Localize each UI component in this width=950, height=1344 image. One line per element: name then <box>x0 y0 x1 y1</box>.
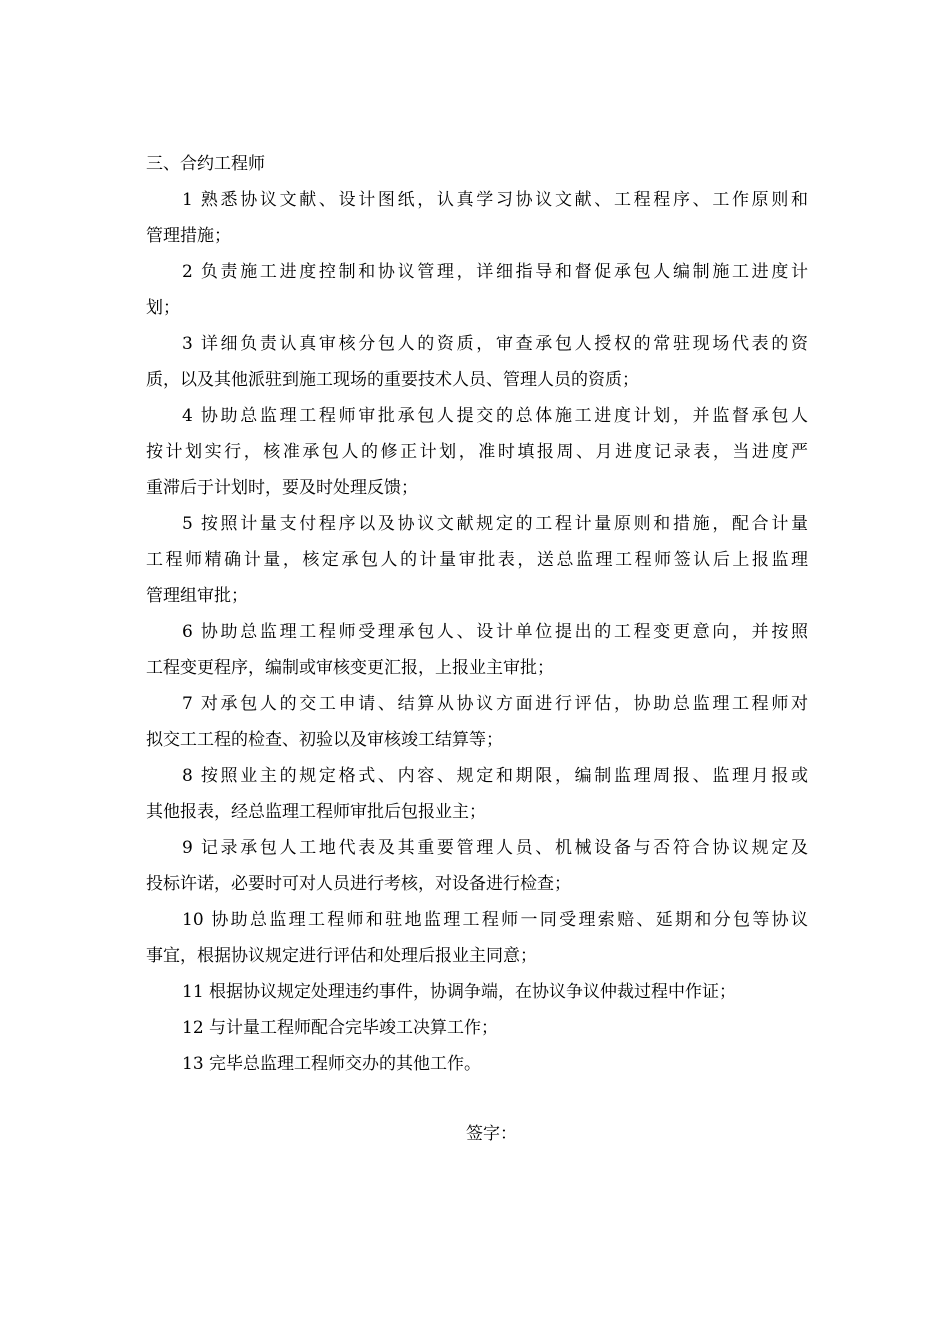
duty-item-line: 投标许诺，必要时可对人员进行考核，对设备进行检查； <box>146 874 571 894</box>
duty-item-line: 6 协助总监理工程师受理承包人、设计单位提出的工程变更意向，并按照 <box>182 622 808 642</box>
duty-item-line: 质，以及其他派驻到施工现场的重要技术人员、管理人员的资质； <box>146 370 639 390</box>
duty-item <box>146 1046 808 1082</box>
signature-label: 签字： <box>466 1124 517 1144</box>
duty-item <box>146 326 808 398</box>
duty-item-line: 划； <box>146 298 180 318</box>
duty-item-line: 事宜，根据协议规定进行评估和处理后报业主同意； <box>146 946 537 966</box>
duty-item-line: 11 根据协议规定处理违约事件，协调争端，在协议争议仲裁过程中作证； <box>182 982 737 1002</box>
duty-item-line: 7 对承包人的交工申请、结算从协议方面进行评估，协助总监理工程师对 <box>182 694 808 714</box>
duty-item-line: 8 按照业主的规定格式、内容、规定和期限，编制监理周报、监理月报或 <box>182 766 808 786</box>
duty-item <box>146 182 808 254</box>
duty-item-line: 2 负责施工进度控制和协议管理，详细指导和督促承包人编制施工进度计 <box>182 262 808 282</box>
duty-item-line: 12 与计量工程师配合完毕竣工决算工作； <box>182 1018 499 1038</box>
duty-item <box>146 506 808 614</box>
duty-item-line: 管理措施； <box>146 226 231 246</box>
duty-item <box>146 254 808 326</box>
duty-item <box>146 758 808 830</box>
duty-item <box>146 974 808 1010</box>
duty-item-line: 3 详细负责认真审核分包人的资质，审查承包人授权的常驻现场代表的资 <box>182 334 808 354</box>
duty-item <box>146 830 808 902</box>
duty-item-line: 按计划实行，核准承包人的修正计划，准时填报周、月进度记录表，当进度严 <box>146 442 808 462</box>
duty-item <box>146 902 808 974</box>
duty-item-line: 重滞后于计划时，要及时处理反馈； <box>146 478 418 498</box>
duty-item-line: 5 按照计量支付程序以及协议文献规定的工程计量原则和措施，配合计量 <box>182 514 808 534</box>
duty-item-line: 工程师精确计量，核定承包人的计量审批表，送总监理工程师签认后上报监理 <box>146 550 808 570</box>
document-body <box>146 146 808 1082</box>
duty-item <box>146 686 808 758</box>
duty-item-line: 1 熟悉协议文献、设计图纸，认真学习协议文献、工程程序、工作原则和 <box>182 190 808 210</box>
duty-item <box>146 1010 808 1046</box>
section-title: 三、合约工程师 <box>146 154 265 174</box>
duty-item <box>146 398 808 506</box>
duty-item-line: 13 完毕总监理工程师交办的其他工作。 <box>182 1054 482 1074</box>
duty-item-line: 10 协助总监理工程师和驻地监理工程师一同受理索赔、延期和分包等协议 <box>182 910 808 930</box>
duty-item <box>146 614 808 686</box>
duty-item-line: 工程变更程序，编制或审核变更汇报，上报业主审批； <box>146 658 554 678</box>
duty-item-line: 4 协助总监理工程师审批承包人提交的总体施工进度计划，并监督承包人 <box>182 406 808 426</box>
duty-item-line: 其他报表，经总监理工程师审批后包报业主； <box>146 802 486 822</box>
duty-item-line: 9 记录承包人工地代表及其重要管理人员、机械设备与否符合协议规定及 <box>182 838 808 858</box>
duty-item-line: 拟交工工程的检查、初验以及审核竣工结算等； <box>146 730 503 750</box>
duty-item-line: 管理组审批； <box>146 586 248 606</box>
duty-list <box>146 182 808 1082</box>
